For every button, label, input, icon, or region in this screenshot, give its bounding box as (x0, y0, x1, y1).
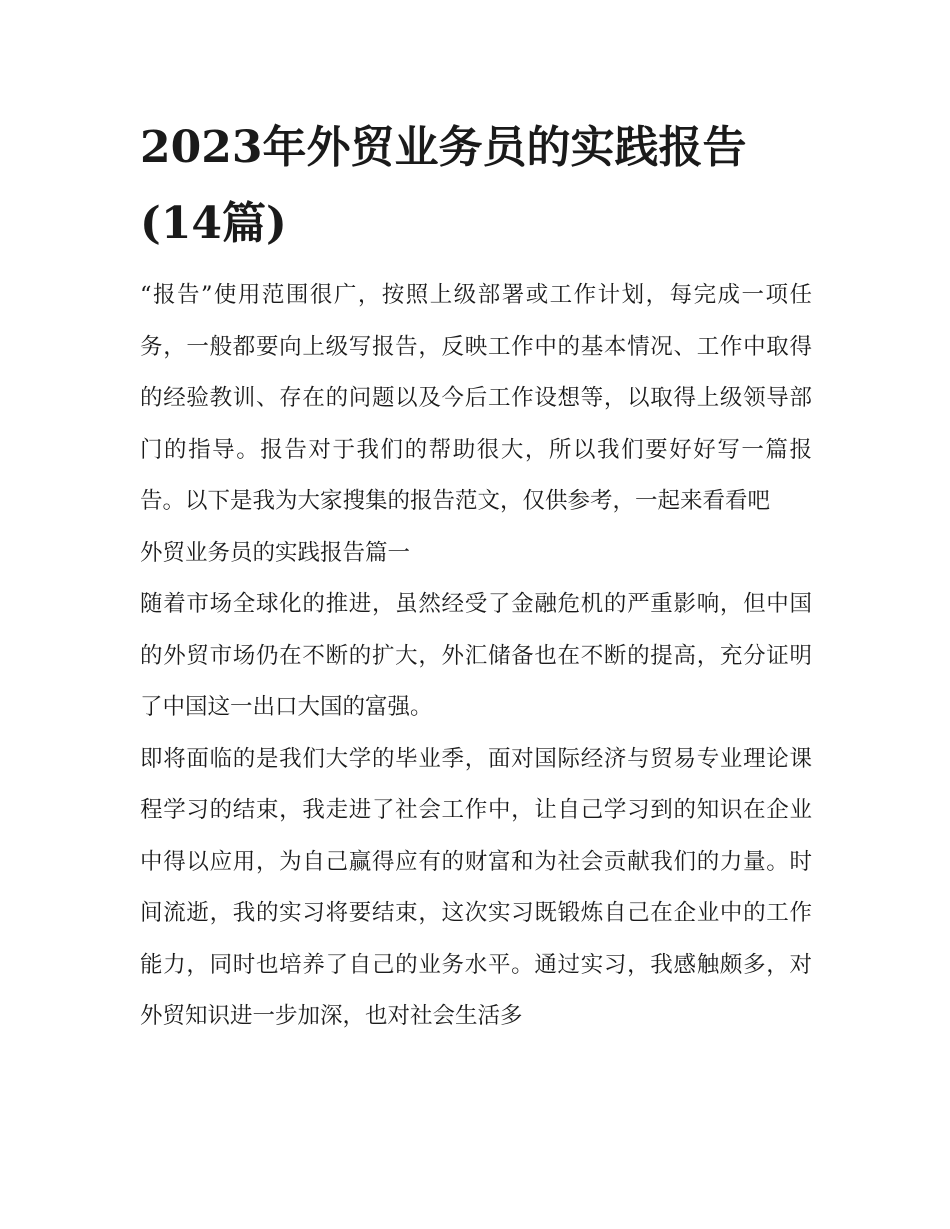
intro-paragraph: “报告”使用范围很广，按照上级部署或工作计划，每完成一项任务，一般都要向上级写报告，反映工作中的基本情况、工作中取得的经验教训、存在的问题以及今后工作设想等，以取得上级领导部门的指导。报告对于我们的帮助很大，所以我们要好好写一篇报告。以下是我为大家搜集的报告范文，仅供参考，一起来看看吧 (140, 282, 812, 514)
document-page (140, 110, 812, 1043)
body-paragraph-2: 即将面临的是我们大学的毕业季，面对国际经济与贸易专业理论课程学习的结束，我走进了社会工作中，让自己学习到的知识在企业中得以应用，为自己赢得应有的财富和为社会贡献我们的力量。时间流逝，我的实习将要结束，这次实习既锻炼自己在企业中的工作能力，同时也培养了自己的业务水平。通过实习，我感触颇多，对外贸知识进一步加深，也对社会生活多 (140, 745, 812, 1029)
document-title: 2023年外贸业务员的实践报告(14篇) (140, 122, 747, 249)
body-paragraph-1: 随着市场全球化的推进，虽然经受了金融危机的严重影响，但中国的外贸市场仍在不断的扩大，外汇储备也在不断的提高，充分证明了中国这一出口大国的富强。 (140, 591, 812, 720)
section-heading: 外贸业务员的实践报告篇一 (140, 539, 411, 566)
